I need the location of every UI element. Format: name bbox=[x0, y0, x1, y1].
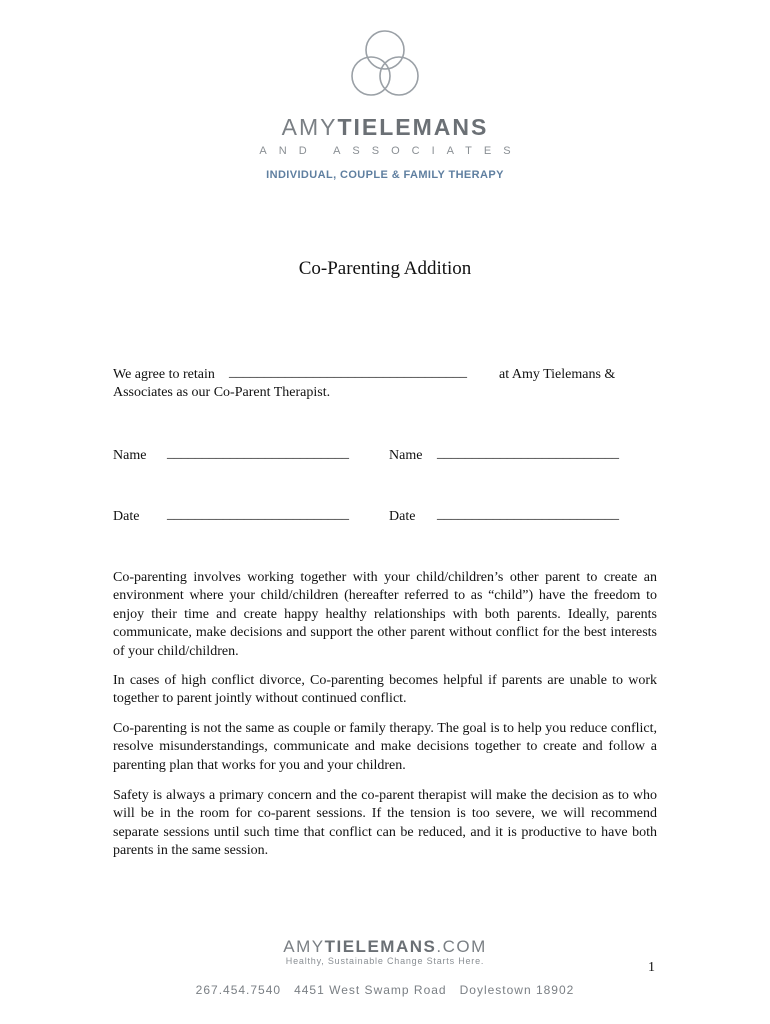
document-title: Co-Parenting Addition bbox=[298, 258, 472, 279]
date-blank-2[interactable]: __________________________ bbox=[437, 507, 619, 522]
name-blank-1[interactable]: __________________________ bbox=[167, 446, 349, 461]
brand-name-bold: TIELEMANS bbox=[337, 114, 489, 140]
footer-site-suffix: .COM bbox=[436, 937, 487, 956]
paragraph-2: In cases of high conflict divorce, Co-parenting becomes helpful if parents are unable to work together to parent jointly without continued conflict. bbox=[113, 673, 657, 707]
therapist-name-blank[interactable]: __________________________________ bbox=[229, 365, 467, 380]
brand-name bbox=[0, 116, 770, 139]
brand-tagline: INDIVIDUAL, COUPLE & FAMILY THERAPY bbox=[266, 169, 504, 181]
name-label-1: Name bbox=[113, 448, 147, 463]
paragraph-1: Co-parenting involves working together with your child/children’s other parent to create an environment where your child/children (hereafter referred to as “child”) have the freedom to enjoy their time and create happy healthy relationships with both parents. Ideally, parents communicate, make decisions and support the other parent without conflict for the best interests of your child/children. bbox=[113, 570, 657, 659]
retain-prefix: We agree to retain bbox=[113, 367, 215, 382]
footer-address: 267.454.7540 4451 West Swamp Road Doylestown 18902 bbox=[195, 983, 575, 997]
paragraph-4: Safety is always a primary concern and the co-parent therapist will make the decision as to who will be in the room for co-parent sessions. If the tension is too severe, we will recommend separate sessions until such time that conflict can be reduced, and it is productive to have both parents in the same session. bbox=[113, 788, 657, 859]
retain-suffix: at Amy Tielemans & bbox=[499, 367, 616, 382]
page-number: 1 bbox=[648, 960, 655, 975]
three-circles-logo-icon bbox=[345, 26, 425, 106]
brand-subtitle: AND ASSOCIATES bbox=[259, 145, 523, 157]
footer-slogan: Healthy, Sustainable Change Starts Here. bbox=[285, 956, 485, 966]
name-blank-2[interactable]: __________________________ bbox=[437, 446, 619, 461]
date-blank-1[interactable]: __________________________ bbox=[167, 507, 349, 522]
footer-website bbox=[0, 937, 770, 957]
retain-line-2: Associates as our Co-Parent Therapist. bbox=[113, 385, 331, 400]
name-label-2: Name bbox=[389, 448, 423, 463]
date-label-2: Date bbox=[389, 509, 416, 524]
company-logo bbox=[0, 26, 770, 181]
footer-site-bold: TIELEMANS bbox=[324, 937, 437, 956]
paragraph-3: Co-parenting is not the same as couple or family therapy. The goal is to help you reduce conflict, resolve misunderstandings, communicate and make decisions together to create and follow a parenting plan that works for you and your children. bbox=[113, 721, 657, 773]
date-label-1: Date bbox=[113, 509, 140, 524]
brand-name-light: AMY bbox=[281, 114, 338, 140]
footer-site-light: AMY bbox=[283, 937, 325, 956]
